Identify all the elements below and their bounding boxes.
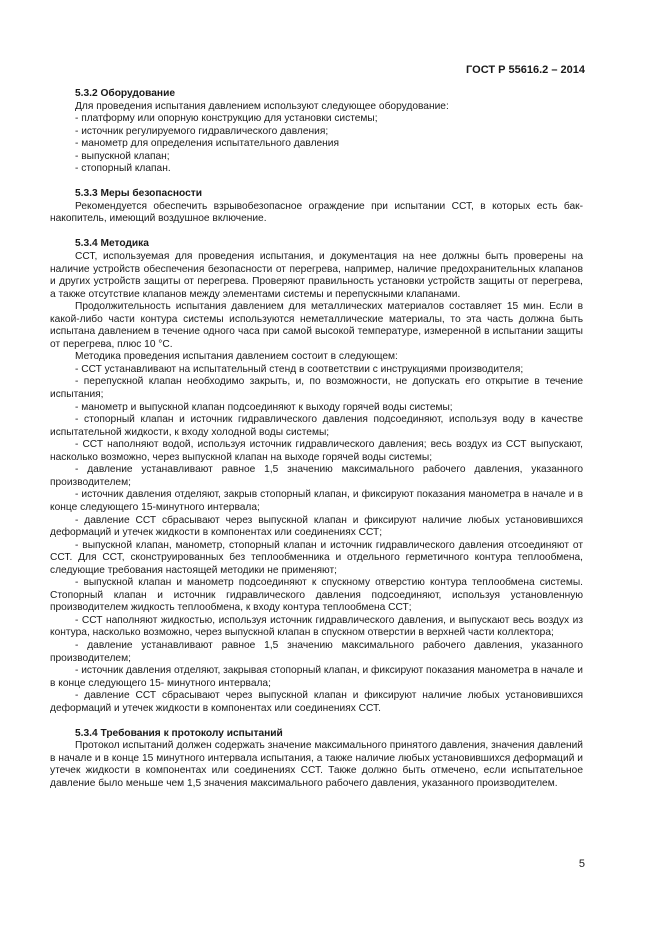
paragraph: Продолжительность испытания давлением для металлических материалов составляет 15 мин. Если в какой-либо части контура системы используются неметаллические материалы, то эта часть должна быть испытана давлением в течение одного часа при самой высокой температуре, измеренной в испытании защиты от перегрева, плюс 10 °С.	[50, 301, 583, 350]
list-item: - выпускной клапан;	[75, 150, 170, 162]
page-number: 5	[578, 858, 585, 870]
paragraph: - источник давления отделяют, закрыв стопорный клапан, и фиксируют показания манометра в начале и в конце следующего 15-минутного интервала;	[50, 489, 583, 513]
paragraph: - стопорный клапан и источник гидравлического давления подсоединяют, используя воду в качестве испытательной жидкости, к входу холодной воды системы;	[50, 414, 583, 438]
list-item: - платформу или опорную конструкцию для установки системы;	[75, 113, 378, 125]
paragraph: - выпускной клапан, манометр, стопорный клапан и источник гидравлического давления отсоединяют от ССТ. Для ССТ, сконструированных без теплообменника и отдельного герметичного контура теплообмена, следующие требования настоящей методики не применяют;	[50, 539, 583, 576]
paragraph: Протокол испытаний должен содержать значение максимального принятого давления, значения давлений в начале и в конце 15 минутного интервала испытания, а также наличие любых установившихся деформаций и утечек жидкости в компонентах или соединениях ССТ. Также должно быть отмечено, если испытательное давление было меньше чем 1,5 значения максимального рабочего давления, указанного производителем.	[50, 740, 583, 789]
section	[50, 188, 583, 226]
paragraph: - ССТ устанавливают на испытательный стенд в соответствии с инструкциями производителя;	[75, 363, 524, 375]
section-title: 5.3.4 Требования к протоколу испытаний	[75, 727, 283, 739]
paragraph: Рекомендуется обеспечить взрывобезопасное ограждение при испытании ССТ, в которых есть бак-накопитель, имеющий воздушное включение.	[50, 200, 583, 225]
document-code: ГОСТ Р 55616.2 – 2014	[466, 64, 585, 76]
section	[50, 88, 583, 176]
paragraph: - ССТ наполняют жидкостью, используя источник гидравлического давления, и выпускают весь воздух из контура, насколько возможно, через выпускной клапан в спускном отверстии в верхней части коллектора;	[50, 614, 583, 639]
list-item: - источник регулируемого гидравлического давления;	[75, 125, 329, 137]
paragraph: - ССТ наполняют водой, используя источник гидравлического давления; весь воздух из ССТ выпускают, насколько возможно, через выпускной клапан на выходе горячей воды системы;	[50, 439, 583, 463]
paragraph: - выпускной клапан и манометр подсоединяют к спускному отверстию контура теплообмена системы. Стопорный клапан и источник гидравлического давления подсоединяют, используя установленную производителем жидкость теплообмена, к входу контура теплообмена ССТ;	[50, 577, 583, 614]
paragraph: - источник давления отделяют, закрывая стопорный клапан, и фиксируют показания манометра в начале и в конце следующего 15- минутного интервала;	[50, 665, 583, 689]
paragraph: ССТ, используемая для проведения испытания, и документация на нее должны быть проверены на наличие устройств обеспечения безопасности от перегрева, например, наличие предохранительных клапанов и других устройств защиты от перегрева. Проверяют правильность установки устройств защиты от перегрева, а также отсутствие клапанов между элементами системы и перепускными клапанами.	[50, 251, 583, 300]
section-title: 5.3.2 Оборудование	[75, 88, 175, 99]
paragraph: - давление устанавливают равное 1,5 значению максимального рабочего давления, указанного производителем;	[50, 639, 583, 664]
paragraph: - давление устанавливают равное 1,5 значению максимального рабочего давления, указанного производителем;	[50, 464, 583, 488]
paragraph: - давление ССТ сбрасывают через выпускной клапан и фиксируют наличие любых установившихся деформаций и утечек жидкости в компонентах или соединениях ССТ.	[50, 690, 583, 714]
list-item: - манометр для определения испытательного давления	[75, 138, 340, 150]
paragraph: Для проведения испытания давлением используют следующее оборудование:	[75, 100, 449, 112]
section-title: 5.3.3 Меры безопасности	[75, 188, 203, 200]
paragraph: Методика проведения испытания давлением состоит в следующем:	[75, 351, 398, 363]
paragraph: - давление ССТ сбрасывают через выпускной клапан и фиксируют наличие любых установившихся деформаций и утечек жидкости в компонентах или соединениях ССТ;	[50, 514, 583, 539]
paragraph: - манометр и выпускной клапан подсоединяют к выходу горячей воды системы;	[75, 401, 453, 413]
section	[50, 238, 583, 715]
section	[50, 728, 583, 791]
document-body	[50, 88, 583, 803]
list-item: - стопорный клапан.	[75, 163, 171, 175]
section-title: 5.3.4 Методика	[75, 238, 149, 250]
paragraph: - перепускной клапан необходимо закрыть, и, по возможности, не допускать его открытие в течение испытания;	[50, 376, 583, 401]
